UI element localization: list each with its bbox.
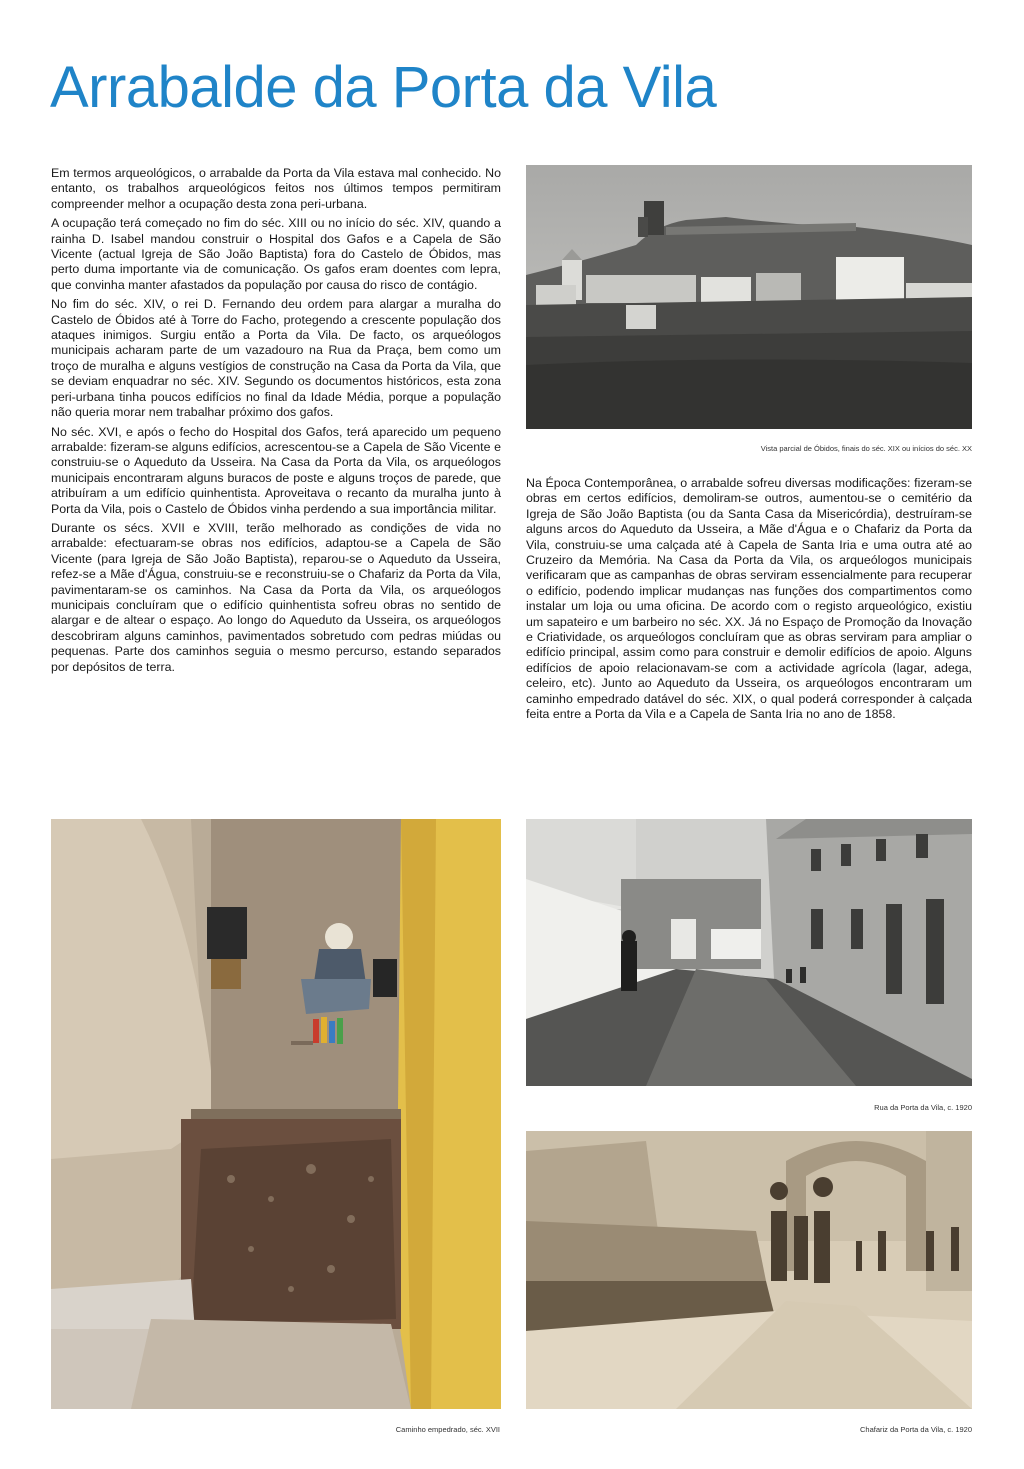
paragraph: Durante os sécs. XVII e XVIII, terão melhorado as condições de vida no arrabalde: efectuaram-se obras nos edifícios, adaptou-se a Capela de São Vicente (para Igreja de São João Baptista), reparou-se o Aqueduto da Usseira, refez-se a Mãe d'Água, construiu-se e reconstruiu-se o Chafariz da Porta da Vila, pavimentaram-se os caminhos. Na Casa da Porta da Vila, os arqueólogos municipais concluíram que o edifício quinhentista sofreu obras no sentido de alargar e de altear o espaço. Ao longo do Aqueduto da Usseira, os arqueólogos descobriram alguns caminhos, pavimentados sobretudo com pedras miúdas ou pequenas. Parte dos caminhos seguia o mesmo percurso, estando separados por depósitos de terra. [51, 520, 501, 674]
photo-caption: Chafariz da Porta da Vila, c. 1920 [859, 1425, 972, 1434]
paragraph: No séc. XVI, e após o fecho do Hospital dos Gafos, terá aparecido um pequeno arrabalde: fizeram-se alguns edifícios, acrescentou-se a Capela de São Vicente e construiu-se o Aqueduto da Usseira. Na Casa da Porta da Vila, os arqueólogos municipais encontraram alguns buracos de poste e alguns troços de parede, que atribuíram a um edifício quinhentista. Aproveitava o recanto da muralha junto à Porta da Vila, pois o Castelo de Óbidos vinha perdendo a sua importância militar. [51, 424, 501, 516]
excavation-photo [51, 819, 501, 1409]
obidos-view-photo [526, 165, 972, 429]
paragraph: Na Época Contemporânea, o arrabalde sofreu diversas modificações: fizeram-se obras em certos edifícios, demoliram-se outros, aumentou-se o cemitério da Igreja de São João Baptista (ou da Santa Casa da Misericórdia), destruíram-se alguns arcos do Aqueduto da Usseira, a Mãe d'Água e o Chafariz da Porta da Vila, construiu-se uma calçada até à Capela de Santa Iria e uma outra até ao Cruzeiro da Memória. Na Casa da Porta da Vila, os arqueólogos municipais verificaram que as campanhas de obras serviram essencialmente para recuperar o edifício, podendo implicar mudanças nas funções dos compartimentos como instalar um loja ou uma oficina. De acordo com o registo arqueológico, existiu um sapateiro e um barbeiro no séc. XX. Já no Espaço de Promoção da Inovação e Criatividade, os arqueólogos concluíram que as obras serviram para ampliar o edifício principal, assim como para construir e demolir edifícios de apoio. Alguns edifícios de apoio relacionavam-se com a actividade agrícola (lagar, adega, celeiro, etc). Junto ao Aqueduto da Usseira, os arqueólogos encontraram um caminho empedrado datável do séc. XIX, o qual poderá corresponder à calçada feita entre a Porta da Vila e a Capela de Santa Iria no ano de 1858. [526, 476, 972, 722]
left-text-column [51, 166, 501, 679]
page-title: Arrabalde da Porta da Vila [50, 55, 717, 120]
right-text-column [526, 476, 972, 727]
photo-caption: Rua da Porta da Vila, c. 1920 [874, 1103, 972, 1112]
paragraph: A ocupação terá começado no fim do séc. XIII ou no início do séc. XIV, quando a rainha D. Isabel mandou construir o Hospital dos Gafos e a Capela de São Vicente (actual Igreja de São João Baptista) fora do Castelo de Óbidos, mas perto duma importante via de comunicação. Os gafos eram doentes com lepra, que convinha manter afastados da população por causa do risco de contágio. [51, 216, 501, 292]
chafariz-photo [526, 1131, 972, 1409]
photo-caption: Vista parcial de Óbidos, finais do séc. XIX ou inícios do séc. XX [760, 444, 972, 453]
paragraph: No fim do séc. XIV, o rei D. Fernando deu ordem para alargar a muralha do Castelo de Óbidos até à Torre do Facho, protegendo a crescente população dos ataques inimigos. Surgiu então a Porta da Vila. De facto, os arqueólogos municipais acharam parte de um vazadouro na Rua da Praça, bem como um troço de muralha e alguns vestígios de construção na Casa da Porta da Vila, que se deviam enquadrar no séc. XIV. Segundo os documentos históricos, esta zona peri-urbana tinha poucos edifícios no final da Idade Média, porque a população não queria morar nem trabalhar próximo dos gafos. [51, 297, 501, 420]
photo-caption: Caminho empedrado, séc. XVII [395, 1425, 500, 1434]
paragraph: Em termos arqueológicos, o arrabalde da Porta da Vila estava mal conhecido. No entanto, os trabalhos arqueológicos feitos nos últimos tempos permitiram compreender melhor a ocupação desta zona peri-urbana. [51, 166, 501, 211]
rua-porta-da-vila-photo [526, 819, 972, 1086]
